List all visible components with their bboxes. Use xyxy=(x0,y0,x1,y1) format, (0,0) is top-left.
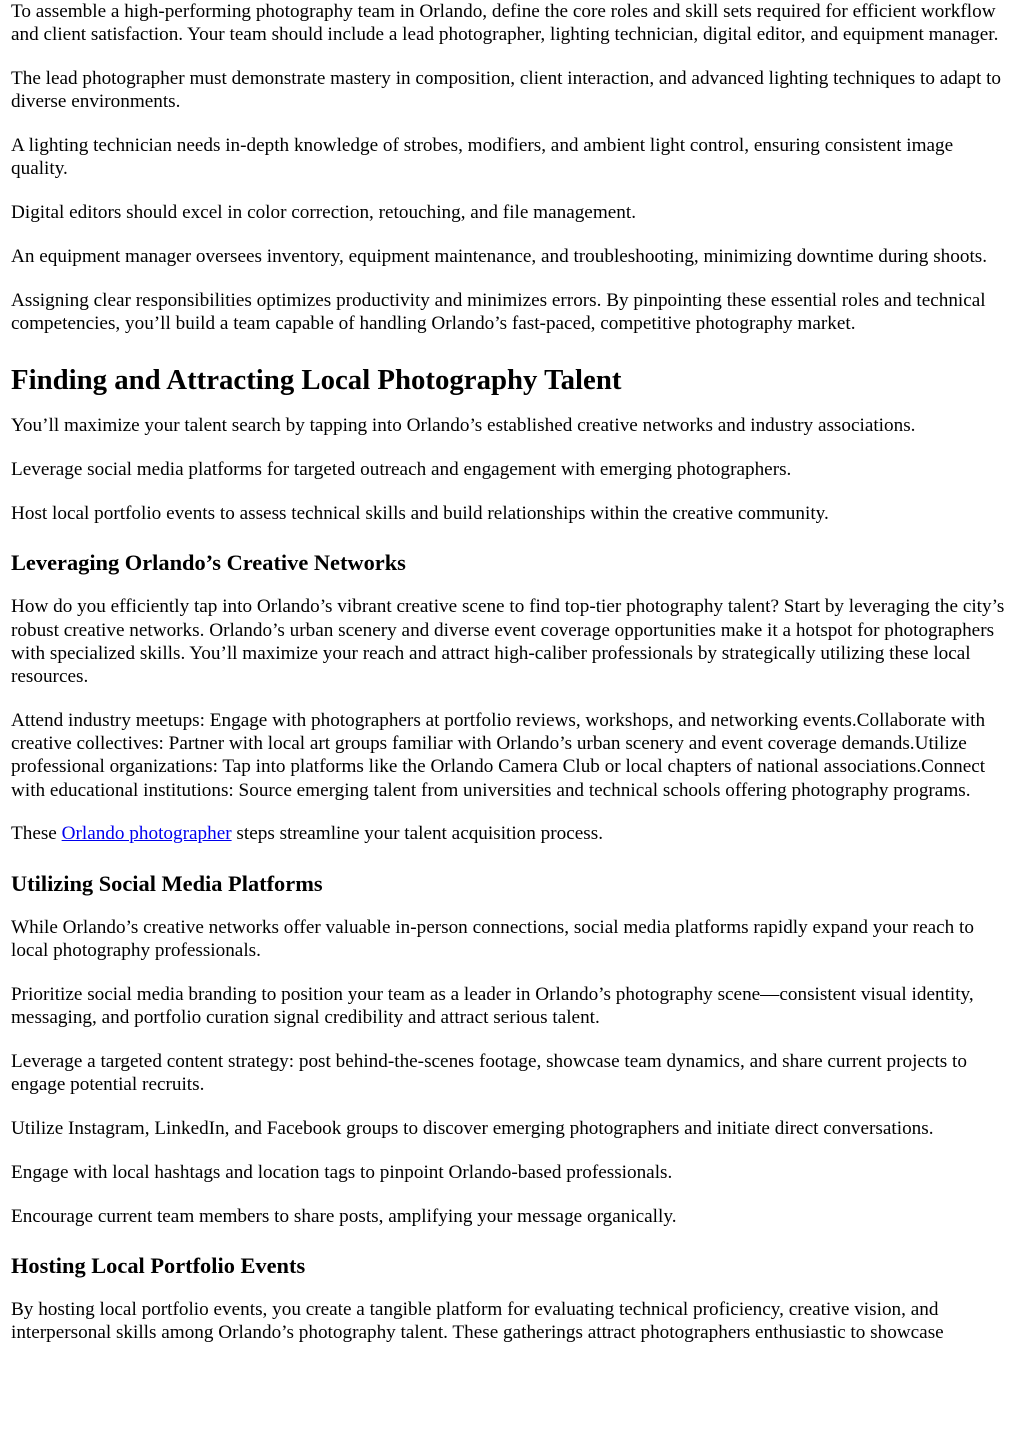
networks-link-paragraph xyxy=(11,822,1011,845)
subsection-heading-networks: Leveraging Orlando’s Creative Networks xyxy=(11,550,406,576)
article xyxy=(11,0,1011,1365)
link-paragraph-after: steps streamline your talent acquisition process. xyxy=(231,823,604,845)
link-paragraph-before: These xyxy=(11,823,62,845)
subsection-heading-events: Hosting Local Portfolio Events xyxy=(11,1252,306,1278)
finding-paragraph: Leverage social media platforms for targeted outreach and engagement with emerging photographers. xyxy=(11,459,792,481)
social-paragraph: Encourage current team members to share posts, amplifying your message organically. xyxy=(11,1205,677,1227)
networks-paragraph: How do you efficiently tap into Orlando’s vibrant creative scene to find top-tier photography talent? Start by leveraging the city’s robust creative networks. Orlando’s urban scenery and diverse event coverage opportunities make it a hotspot for photographers with specialized skills. You’ll maximize your reach and attract high-caliber professionals by strategically utilizing these local resources. xyxy=(11,596,1005,688)
intro-paragraph: An equipment manager oversees inventory, equipment maintenance, and troubleshooting, minimizing downtime during shoots. xyxy=(11,246,988,268)
social-paragraph: While Orlando’s creative networks offer valuable in-person connections, social media platforms rapidly expand your reach to local photography professionals. xyxy=(11,916,974,961)
social-paragraph: Utilize Instagram, LinkedIn, and Facebook groups to discover emerging photographers and initiate direct conversations. xyxy=(11,1117,934,1139)
finding-paragraph: You’ll maximize your talent search by tapping into Orlando’s established creative networks and industry associations. xyxy=(11,415,916,437)
social-paragraph: Engage with local hashtags and location tags to pinpoint Orlando-based professionals. xyxy=(11,1161,673,1183)
orlando-photographer-link[interactable]: Orlando photographer xyxy=(61,823,232,845)
events-paragraph: By hosting local portfolio events, you create a tangible platform for evaluating technical proficiency, creative vision, and interpersonal skills among Orlando’s photography talent. These gatherings attract photographers enthusiastic to showcase xyxy=(11,1298,944,1344)
intro-paragraph: The lead photographer must demonstrate mastery in composition, client interaction, and advanced lighting techniques to adapt to diverse environments. xyxy=(11,68,1002,113)
subsection-heading-social: Utilizing Social Media Platforms xyxy=(11,870,323,896)
intro-paragraph: Digital editors should excel in color correction, retouching, and file management. xyxy=(11,202,636,224)
intro-paragraph: Assigning clear responsibilities optimizes productivity and minimizes errors. By pinpointing these essential roles and technical competencies, you’ll build a team capable of handling Orlando’s fast-paced, competitive photography market. xyxy=(11,290,986,335)
section-heading-finding: Finding and Attracting Local Photography Talent xyxy=(11,364,622,397)
finding-paragraph: Host local portfolio events to assess technical skills and build relationships within the creative community. xyxy=(11,503,829,525)
social-paragraph: Prioritize social media branding to position your team as a leader in Orlando’s photography scene—consistent visual identity, messaging, and portfolio curation signal credibility and attract serious talent. xyxy=(11,983,974,1028)
networks-paragraph: Attend industry meetups: Engage with photographers at portfolio reviews, workshops, and networking events.Collaborate with creative collectives: Partner with local art groups familiar with Orlando’s urban scenery and event coverage demands.Utilize professional organizations: Tap into platforms like the Orlando Camera Club or local chapters of national associations.Connect with educational institutions: Source emerging talent from universities and technical schools offering photography programs. xyxy=(11,709,986,801)
social-paragraph: Leverage a targeted content strategy: post behind-the-scenes footage, showcase team dynamics, and share current projects to engage potential recruits. xyxy=(11,1050,967,1096)
intro-paragraph: To assemble a high-performing photography team in Orlando, define the core roles and skill sets required for efficient workflow and client satisfaction. Your team should include a lead photographer, lighting technician, digital editor, and equipment manager. xyxy=(11,1,999,46)
intro-paragraph: A lighting technician needs in-depth knowledge of strobes, modifiers, and ambient light control, ensuring consistent image quality. xyxy=(11,135,954,180)
